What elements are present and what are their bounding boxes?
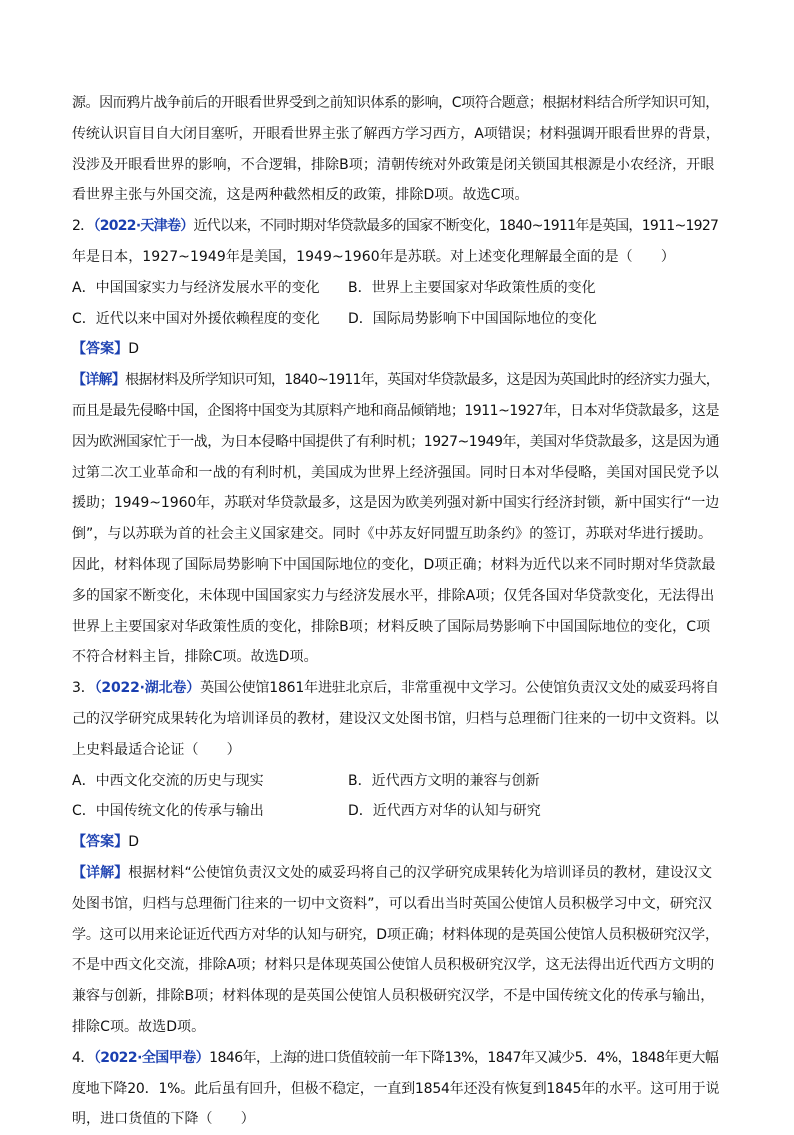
question-stem-line	[72, 1043, 722, 1074]
text-line: 源。因而鸦片战争前后的开眼看世界受到之前知识体系的影响，C项符合题意；根据材料结合所学知识可知，	[72, 95, 719, 111]
detail-tag: 【详解】	[72, 372, 126, 389]
question-stem: 近代以来，不同时期对华贷款最多的国家不断变化，1840~1911年是英国，1911~1927	[193, 218, 719, 235]
detail-line	[72, 858, 722, 889]
option-a: A．中国国家实力与经济发展水平的变化	[72, 279, 320, 296]
question-stem-line: 明，进口货值的下降（ ）	[72, 1111, 255, 1128]
options-row	[72, 273, 722, 304]
detail-line: 处图书馆，归档与总理衙门往来的一切中文资料”，可以看出当时英国公使馆人员积极学习中文，研究汉	[72, 895, 713, 912]
detail-line: 排除C项。故选D项。	[72, 1018, 206, 1035]
answer-value: D	[128, 834, 140, 851]
option-b: B．近代西方文明的兼容与创新	[348, 772, 540, 789]
detail-line: 兼容与创新，排除B项；材料体现的是英国公使馆人员积极研究汉学，不是中国传统文化的传承与输出，	[72, 988, 715, 1005]
detail-line: 过第二次工业革命和一战的有利时机，美国成为世界上经济强国。同时日本对华侵略，美国对国民党予以	[72, 464, 719, 481]
question-number: 4．	[72, 1049, 94, 1066]
detail-line: 多的国家不断变化，未体现中国国家实力与经济发展水平，排除A项；仅凭各国对华贷款变化，无法得出	[72, 587, 715, 604]
detail-line: 不是中西文化交流，排除A项；材料只是体现英国公使馆人员积极研究汉学，这无法得出近代西方文明的	[72, 957, 715, 974]
question-source: （2022·全国甲卷）	[93, 1049, 210, 1066]
document-page	[72, 88, 722, 1135]
option-d: D．近代西方对华的认知与研究	[348, 803, 541, 820]
question-source: （2022·湖北卷）	[94, 680, 201, 697]
detail-line: 学。这可以用来论证近代西方对华的认知与研究，D项正确；材料体现的是英国公使馆人员积极研究汉学，	[72, 926, 719, 943]
options-row	[72, 304, 722, 335]
detail-line	[72, 365, 722, 396]
answer-tag: 【答案】	[72, 341, 129, 358]
options-row	[72, 766, 722, 797]
question-source: （2022·天津卷）	[93, 218, 194, 235]
detail-line: 因为欧洲国家忙于一战，为日本侵略中国提供了有利时机；1927~1949年，美国对华贷款最多，这是因为通	[72, 433, 719, 450]
options-row	[72, 796, 722, 827]
detail-line: 因此，材料体现了国际局势影响下中国国际地位的变化，D项正确；材料为近代以来不同时期对华贷款最	[72, 556, 716, 573]
option-b: B．世界上主要国家对华政策性质的变化	[348, 279, 596, 296]
question-stem-line: 年是日本，1927~1949年是美国，1949~1960年是苏联。对上述变化理解最全面的是（ ）	[72, 248, 675, 265]
detail-line: 不符合材料主旨，排除C项。故选D项。	[72, 649, 318, 666]
question-number: 2．	[72, 218, 94, 235]
answer-line	[72, 827, 722, 858]
detail-line: 而且是最先侵略中国，企图将中国变为其原料产地和商品倾销地；1911~1927年，日本对华贷款最多，这是	[72, 402, 719, 419]
question-stem-line: 上史料最适合论证（ ）	[72, 741, 241, 758]
question-stem: 1846年，上海的进口货值较前一年下降13%，1847年又减少5．4%，1848年更大幅	[209, 1049, 719, 1066]
prev-explanation	[72, 88, 722, 211]
option-a: A．中西文化交流的历史与现实	[72, 772, 264, 789]
question-number: 3．	[72, 680, 95, 697]
option-c: C．中国传统文化的传承与输出	[72, 803, 264, 820]
question-4	[72, 1043, 722, 1135]
text-line: 传统认识盲目自大闭目塞听，开眼看世界主张了解西方学习西方，A项错误；材料强调开眼看世界的背景，	[72, 125, 720, 142]
detail-tag: 【详解】	[72, 864, 129, 881]
question-3	[72, 673, 722, 1043]
option-c: C．近代以来中国对外援依赖程度的变化	[72, 310, 320, 327]
answer-value: D	[128, 341, 140, 358]
detail-text: 根据材料“公使馆负责汉文处的威妥玛将自己的汉学研究成果转化为培训译员的教材，建设汉文	[128, 864, 713, 881]
question-stem-line: 己的汉学研究成果转化为培训译员的教材，建设汉文处图书馆，归档与总理衙门往来的一切中文资料。以	[72, 710, 719, 727]
question-stem-line	[72, 673, 722, 704]
detail-text: 根据材料及所学知识可知，1840~1911年，英国对华贷款最多，这是因为英国此时的经济实力强大，	[125, 372, 719, 389]
option-d: D．国际局势影响下中国国际地位的变化	[348, 310, 597, 327]
question-stem-line: 度地下降20．1%。此后虽有回升，但极不稳定，一直到1854年还没有恢复到1845年的水平。这可用于说	[72, 1080, 720, 1097]
text-line: 没涉及开眼看世界的影响，不合逻辑，排除B项；清朝传统对外政策是闭关锁国其根源是小农经济，开眼	[72, 156, 715, 173]
detail-line: 倒”，与以苏联为首的社会主义国家建交。同时《中苏友好同盟互助条约》的签订，苏联对华进行援助。	[72, 526, 713, 543]
text-line: 看世界主张与外国交流，这是两种截然相反的政策，排除D项。故选C项。	[72, 187, 529, 204]
detail-line: 世界上主要国家对华政策性质的变化，排除B项；材料反映了国际局势影响下中国国际地位的变化，C项	[72, 618, 711, 635]
answer-tag: 【答案】	[72, 834, 129, 851]
detail-line: 援助；1949~1960年，苏联对华贷款最多，这是因为欧美列强对新中国实行经济封锁，新中国实行“一边	[72, 495, 720, 512]
question-stem-line	[72, 211, 722, 242]
answer-line	[72, 334, 722, 365]
question-2	[72, 211, 722, 673]
question-stem: 英国公使馆1861年进驻北京后，非常重视中文学习。公使馆负责汉文处的威妥玛将自	[200, 680, 719, 697]
